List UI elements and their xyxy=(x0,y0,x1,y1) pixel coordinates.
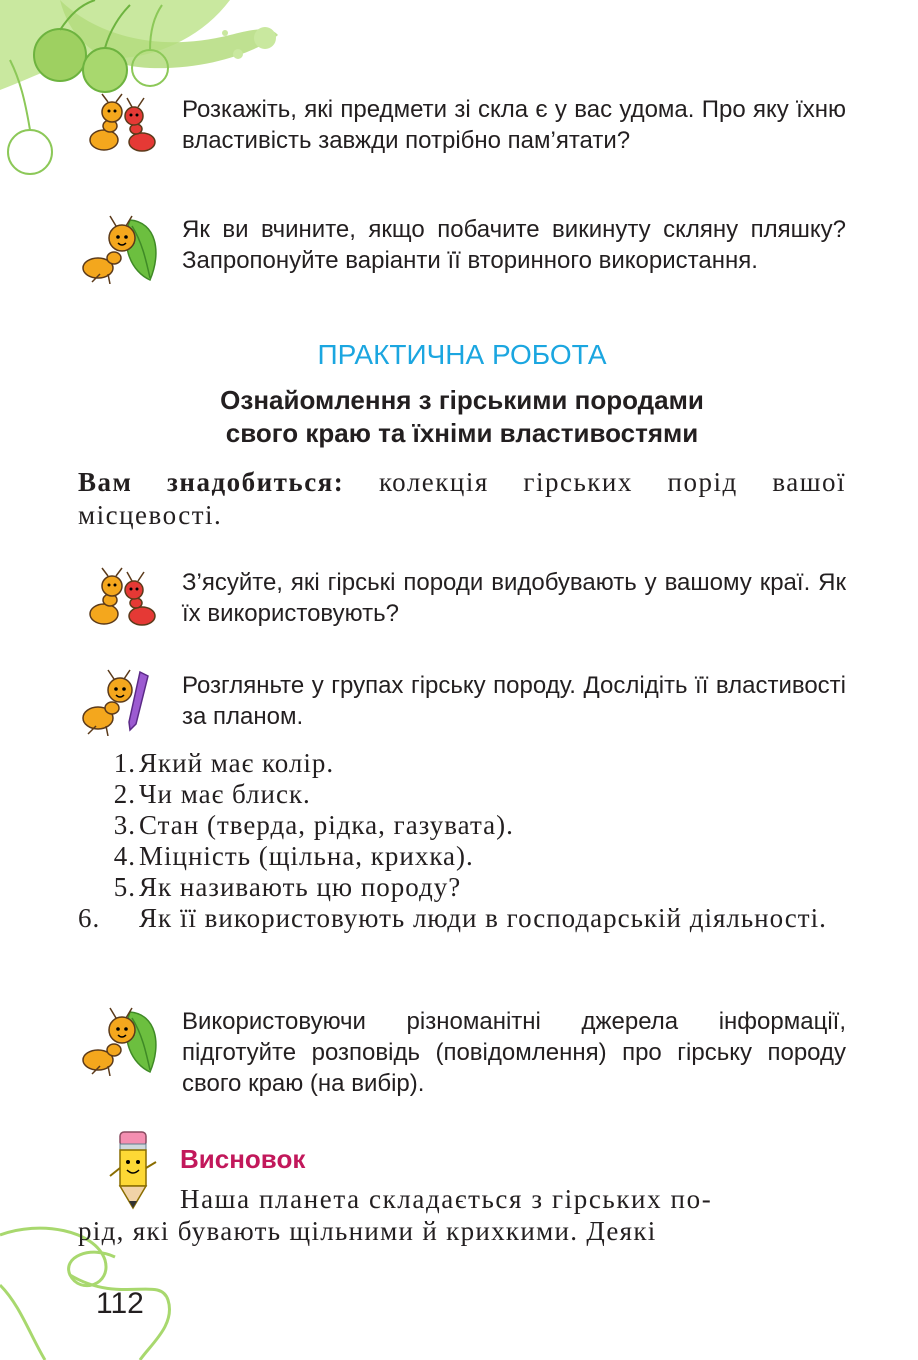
practical-work-title xyxy=(78,384,846,450)
conclusion-heading: Висновок xyxy=(180,1144,306,1174)
task-text-3: З’ясуйте, які гірські породи видобувають у вашому краї. Як їх використовують? xyxy=(182,569,846,627)
conclusion-line-2: рід, які бувають щільними й крихкими. Деякі xyxy=(78,1216,657,1246)
ant-with-pen-icon xyxy=(80,668,160,736)
list-item: 5. Як називають цю породу? xyxy=(113,872,462,902)
task-text-2: Як ви вчините, якщо побачите викинуту скляну пляшку? Запропонуйте варіанти її вторинного використання. xyxy=(182,216,846,274)
ant-with-leaf-icon xyxy=(80,212,162,284)
materials-text: колекція гірських порід вашої місцевості. xyxy=(78,467,846,530)
list-item: 6. Як її використовують люди в господарській діяльності. xyxy=(78,903,827,933)
page-number: 112 xyxy=(96,1287,144,1320)
task-text-1: Розкажіть, які предмети зі скла є у вас удома. Про яку їхню властивість завжди потрібно пам’ятати? xyxy=(182,96,846,154)
plan-list xyxy=(78,748,846,934)
list-item: 3. Стан (тверда, рідка, газувата). xyxy=(113,810,514,840)
task-text-5: Використовуючи різноманітні джерела інформації, підготуйте розповідь (повідомлення) про гірську породу свого краю (на вибір). xyxy=(182,1008,846,1097)
list-item: 4. Міцність (щільна, крихка). xyxy=(113,841,474,871)
ant-with-leaf-icon xyxy=(80,1004,162,1076)
list-item: 2. Чи має блиск. xyxy=(113,779,311,809)
materials-paragraph xyxy=(78,466,846,532)
two-ants-icon xyxy=(82,566,162,628)
practical-title-line-2: свого краю та їхніми властивостями xyxy=(225,418,699,448)
conclusion-line-1: Наша планета складається з гірських по- xyxy=(180,1184,713,1214)
task-text-4: Розгляньте у групах гірську породу. Дослідіть її властивості за планом. xyxy=(182,672,846,730)
practical-work-heading: ПРАКТИЧНА РОБОТА xyxy=(317,339,607,370)
materials-label: Вам знадобиться: xyxy=(78,467,345,497)
two-ants-icon xyxy=(82,92,162,154)
pencil-character-icon xyxy=(108,1128,160,1212)
practical-title-line-1: Ознайомлення з гірськими породами xyxy=(220,385,704,415)
list-item: 1. Який має колір. xyxy=(113,748,335,778)
